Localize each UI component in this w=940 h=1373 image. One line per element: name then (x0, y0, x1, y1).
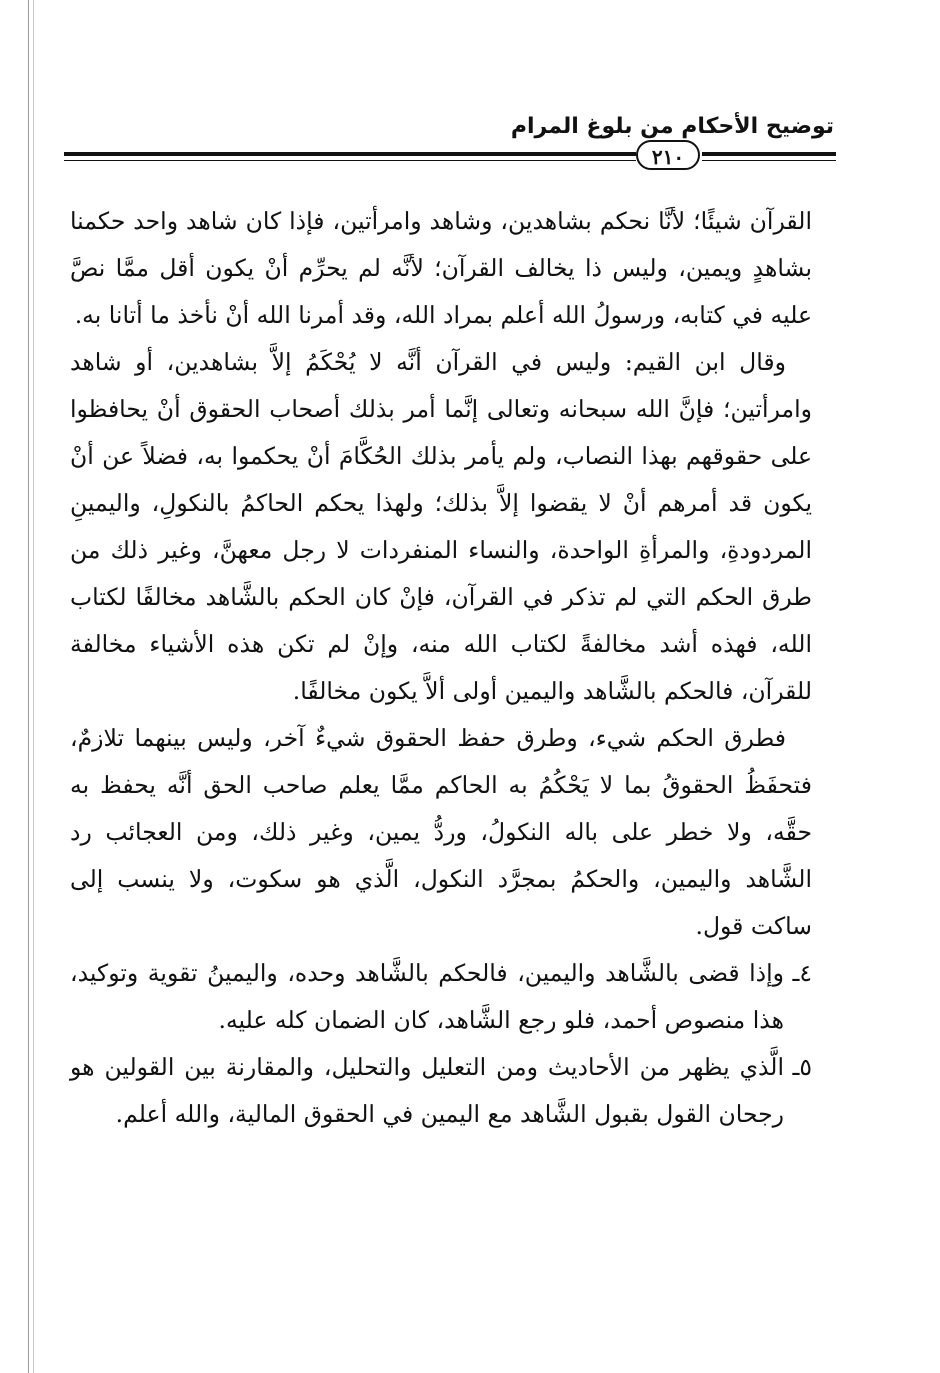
header-rule (64, 160, 636, 161)
page-header (60, 100, 840, 190)
paragraph: فطرق الحكم شيء، وطرق حفظ الحقوق شيءٌ آخر، وليس بينهما تلازمٌ، فتحفَظُ الحقوقُ بما لا يَحْكُمُ به الحاكم ممَّا يعلم صاحب الحق أنَّه يحفظ به حقَّه، ولا خطر على باله النكولُ، وردُّ يمين، وغير ذلك، ومن العجائب رد الشَّاهد واليمين، والحكمُ بمجرَّد النكول، الَّذي هو سكوت، ولا ينسب إلى ساكت قول. (70, 724, 812, 940)
item-text: وإذا قضى بالشَّاهد واليمين، فالحكم بالشَّاهد وحده، واليمينُ تقوية وتوكيد، هذا منصوص أحمد، فلو رجع الشَّاهد، كان الضمان كله عليه. (70, 959, 784, 1034)
item-text: الَّذي يظهر من الأحاديث ومن التعليل والتحليل، والمقارنة بين القولين هو رجحان القول بقبول الشَّاهد مع اليمين في الحقوق المالية، والله أعلم. (70, 1053, 784, 1128)
book-title: توضيح الأحكام من بلوغ المرام (510, 114, 834, 139)
item-number: ٤ـ (792, 959, 812, 987)
header-rule (64, 152, 636, 156)
binding-edge-line (33, 0, 34, 1373)
item-number: ٥ـ (792, 1053, 812, 1081)
header-rule (702, 152, 836, 156)
page-number: ٢١٠ (636, 140, 700, 170)
numbered-item (70, 1044, 812, 1138)
paragraph: القرآن شيئًا؛ لأنَّا نحكم بشاهدين، وشاهد وامرأتين، فإذا كان شاهد واحد حكمنا بشاهدٍ ويمين، وليس ذا يخالف القرآن؛ لأنَّه لم يحرِّم أنْ يكون أقل ممَّا نصَّ عليه في كتابه، ورسولُ الله أعلم بمراد الله، وقد أمرنا الله أنْ نأخذ ما أتانا به. (70, 207, 812, 329)
header-rule (702, 160, 836, 161)
binding-edge-line (28, 0, 29, 1373)
body-text (70, 198, 812, 1138)
numbered-item (70, 950, 812, 1044)
paragraph: وقال ابن القيم: وليس في القرآن أنَّه لا يُحْكَمُ إلاَّ بشاهدين، أو شاهد وامرأتين؛ فإنَّ الله سبحانه وتعالى إنَّما أمر بذلك أصحاب الحقوق أنْ يحافظوا على حقوقهم بهذا النصاب، ولم يأمر بذلك الحُكَّامَ أنْ يحكموا به، فضلاً عن أنْ يكون قد أمرهم أنْ لا يقضوا إلاَّ بذلك؛ ولهذا يحكم الحاكمُ بالنكولِ، واليمينِ المردودةِ، والمرأةِ الواحدة، والنساء المنفردات لا رجل معهنَّ، وغير ذلك من طرق الحكم التي لم تذكر في القرآن، فإنْ كان الحكم بالشَّاهد مخالفًا لكتاب الله، فهذه أشد مخالفةً لكتاب الله منه، وإنْ لم تكن هذه الأشياء مخالفة للقرآن، فالحكم بالشَّاهد واليمين أولى ألاَّ يكون مخالفًا. (70, 348, 812, 705)
